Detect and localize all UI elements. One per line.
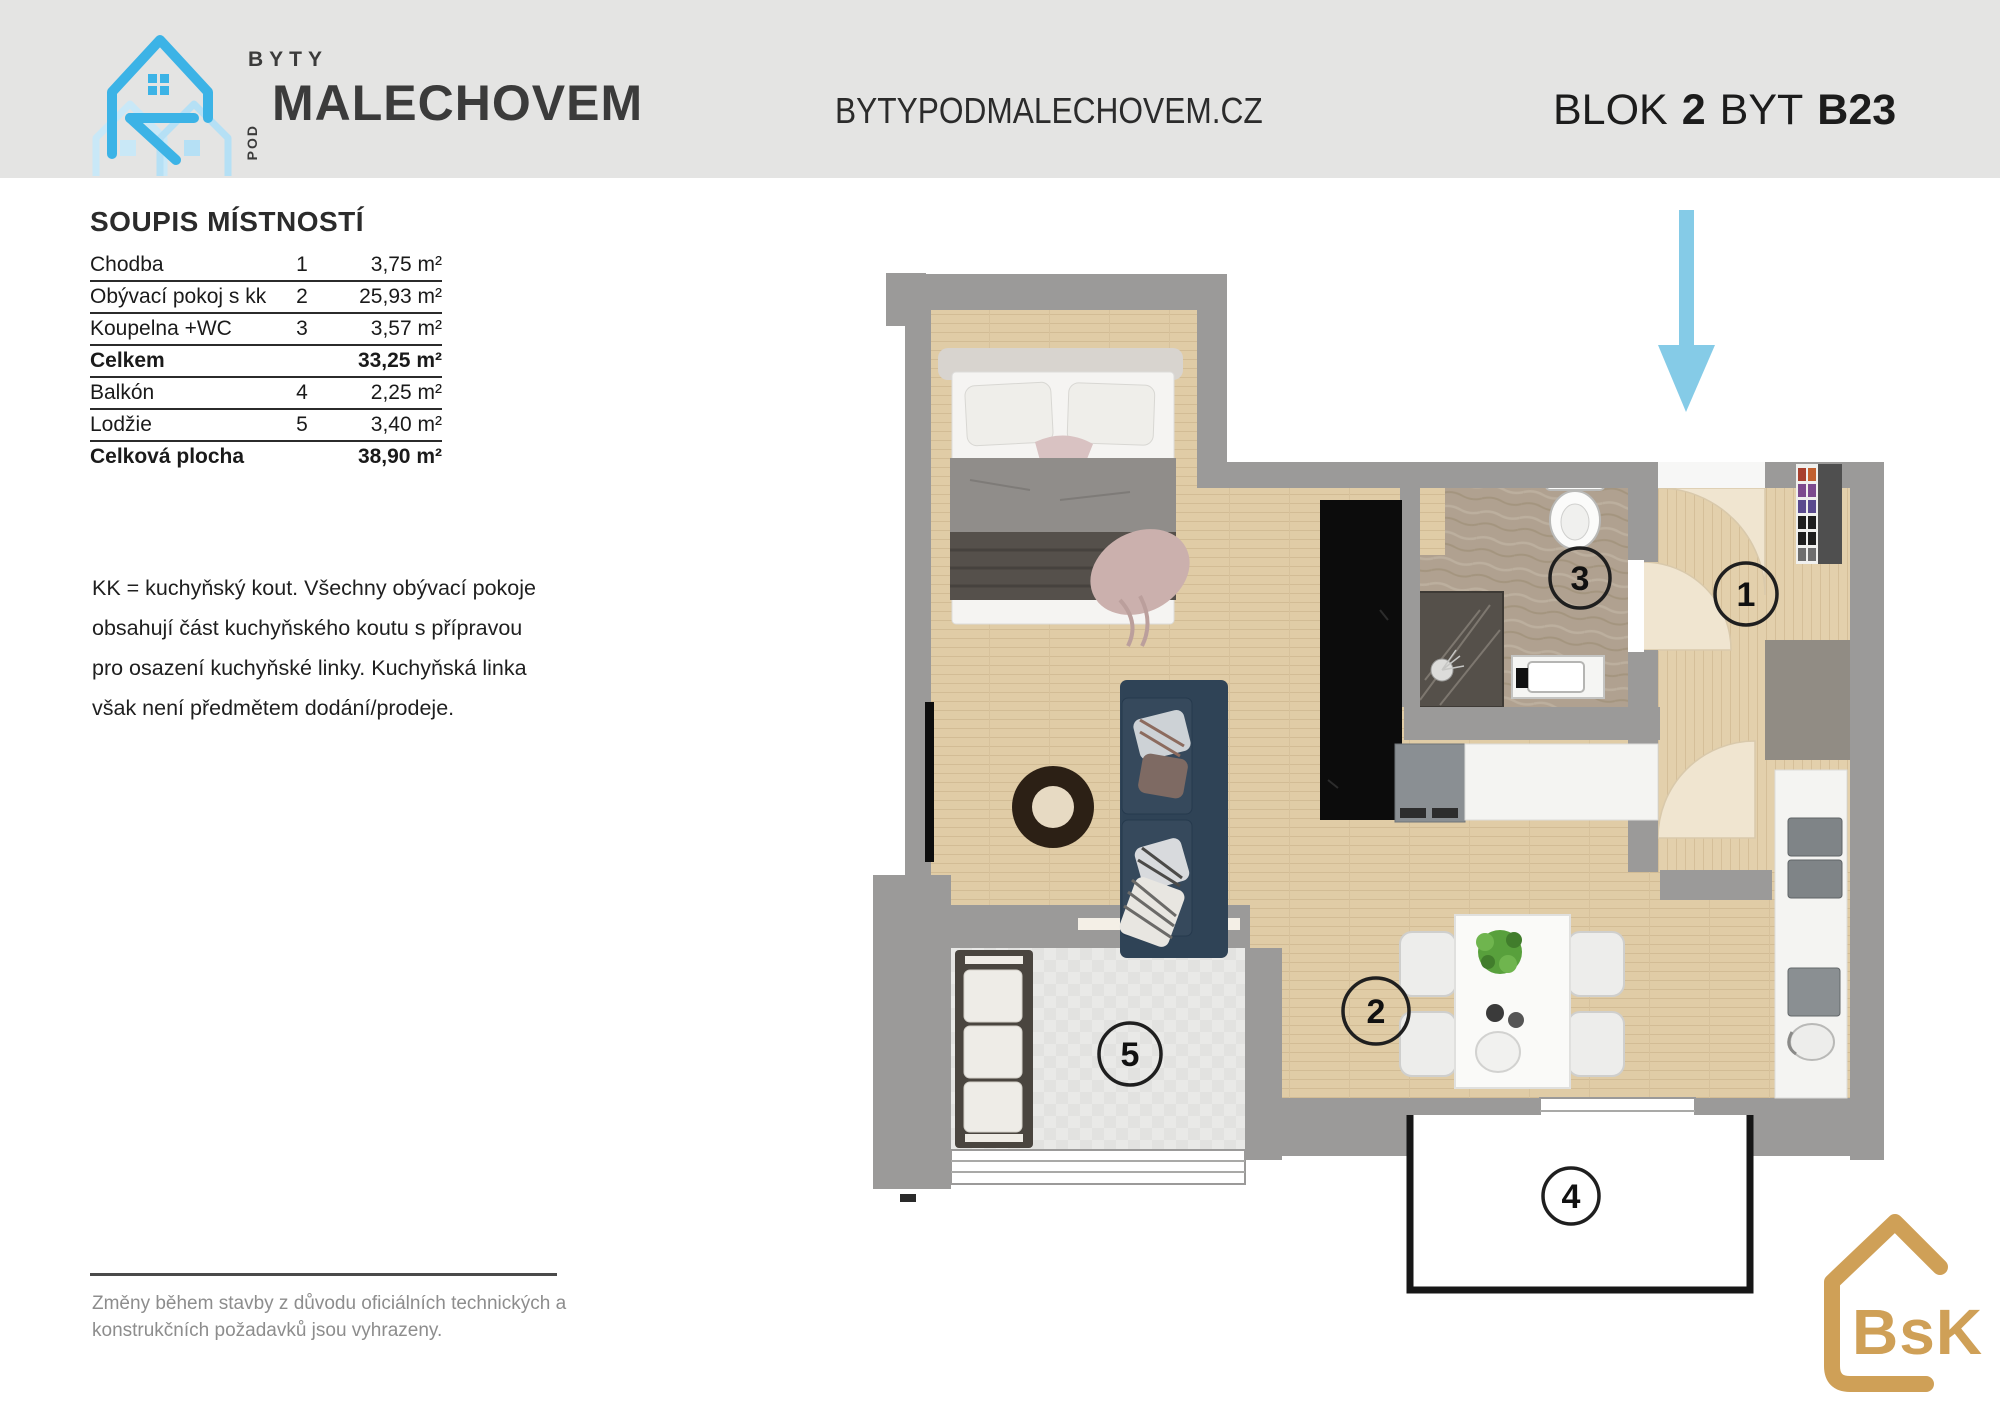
wardrobe — [1320, 500, 1402, 820]
table-row — [90, 378, 442, 410]
room-area: 2,25 m² — [370, 381, 442, 404]
room-name: Balkón — [90, 381, 155, 404]
bsk-logo-text: BsK — [1852, 1296, 1984, 1368]
doormat — [1765, 640, 1850, 760]
unit-identifier — [1553, 86, 1910, 135]
disclaimer-text: Změny během stavby z důvodu oficiálních technických a konstrukčních požadavků jsou vyhrazeny. — [92, 1293, 567, 1341]
sink — [1512, 656, 1604, 698]
room-marker-4: 4 — [1561, 1178, 1581, 1216]
header-bar — [0, 0, 2000, 178]
website-url: BYTYPODMALECHOVEM.CZ — [835, 90, 1263, 131]
company-logo — [244, 48, 644, 161]
room-number: 2 — [296, 285, 308, 308]
room-marker-1: 1 — [1736, 576, 1756, 614]
room-list-panel — [90, 206, 442, 472]
lodzie-couch — [955, 950, 1033, 1148]
room-list-title: SOUPIS MÍSTNOSTÍ — [90, 206, 365, 237]
room-area: 3,75 m² — [370, 253, 442, 276]
room-number: 1 — [296, 253, 308, 276]
byt-label: BYT — [1719, 86, 1804, 134]
table-row — [90, 250, 442, 282]
logo-word-malechovem: MALECHOVEM — [272, 75, 644, 131]
room-marker-2: 2 — [1366, 993, 1386, 1031]
table-row-grand-total — [90, 442, 442, 472]
tv — [925, 702, 934, 862]
blok-label: BLOK — [1553, 86, 1668, 134]
room-area: 3,40 m² — [370, 413, 442, 436]
bed — [938, 348, 1205, 646]
room-number: 3 — [296, 317, 308, 340]
entrance-arrow-icon — [1658, 210, 1715, 412]
footer-divider — [90, 1273, 557, 1276]
room-name: Koupelna +WC — [90, 317, 232, 340]
room-area: 3,57 m² — [370, 317, 442, 340]
company-house-icon — [82, 26, 242, 176]
byt-number: B23 — [1817, 86, 1897, 134]
kitchen-counter-top — [1395, 744, 1658, 822]
table-row — [90, 314, 442, 346]
blok-number: 2 — [1681, 86, 1706, 134]
sofa — [1117, 680, 1228, 958]
table-row — [90, 410, 442, 442]
bathroom — [1403, 470, 1628, 707]
room-name: Celková plocha — [90, 445, 245, 468]
kitchen-counter-right — [1775, 770, 1847, 1098]
table-row — [90, 282, 442, 314]
room-name: Chodba — [90, 253, 164, 276]
shoe-rack — [1796, 464, 1842, 564]
round-rug — [1012, 766, 1094, 848]
logo-word-byty: BYTY — [248, 48, 329, 71]
room-table — [90, 250, 442, 472]
table-row-total — [90, 346, 442, 378]
room-area: 25,93 m² — [359, 285, 442, 308]
room-number: 4 — [296, 381, 308, 404]
room-marker-5: 5 — [1120, 1036, 1140, 1074]
room-area: 38,90 m² — [357, 445, 442, 468]
room-marker-3: 3 — [1570, 560, 1590, 598]
logo-word-pod: POD — [244, 124, 260, 161]
room-name: Obývací pokoj s kk — [90, 285, 267, 308]
room-name: Lodžie — [90, 413, 152, 436]
kk-note: KK = kuchyňský kout. Všechny obývací pokoje obsahují část kuchyňského koutu s přípravou pro osazení kuchyňské linky. Kuchyňská linka však není předmětem dodání/prodeje. — [92, 576, 536, 720]
shower — [1413, 592, 1503, 707]
room-name: Celkem — [90, 349, 165, 372]
room-area: 33,25 m² — [357, 349, 442, 372]
floor-plan — [840, 180, 1890, 1320]
room-number: 5 — [296, 413, 308, 436]
bsk-partner-logo — [1792, 1182, 1992, 1410]
